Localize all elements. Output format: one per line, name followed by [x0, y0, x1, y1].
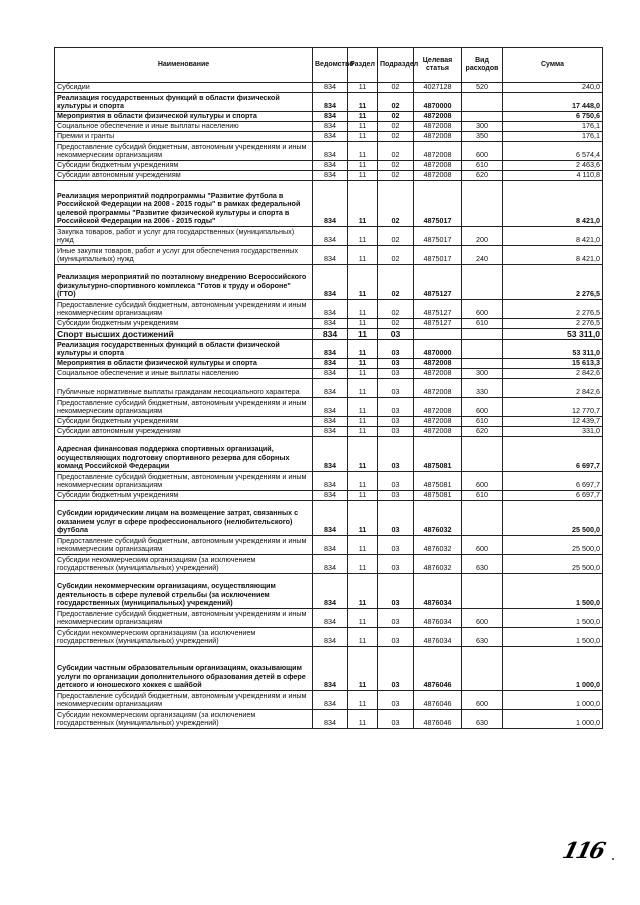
row-razdel-cell: 11	[348, 340, 378, 359]
row-vid-raskhodov-cell	[462, 112, 503, 122]
row-summa-cell: 4 110,8	[503, 171, 603, 181]
row-summa-cell: 6 697,7	[503, 491, 603, 501]
row-podrazdel-cell: 03	[378, 647, 414, 691]
row-summa-cell: 2 276,5	[503, 300, 603, 319]
row-vedomstvo-cell: 834	[313, 132, 348, 142]
row-vid-raskhodov-cell: 600	[462, 691, 503, 710]
table-row	[55, 319, 603, 329]
row-podrazdel-cell: 02	[378, 132, 414, 142]
row-celevaya-statya-cell: 4872008	[414, 379, 462, 398]
row-name-cell: Субсидии бюджетным учреждениям	[55, 491, 313, 501]
row-podrazdel-cell: 02	[378, 246, 414, 265]
row-podrazdel-cell: 02	[378, 93, 414, 112]
row-vid-raskhodov-cell: 600	[462, 472, 503, 491]
row-razdel-cell: 11	[348, 227, 378, 246]
row-vid-raskhodov-cell: 300	[462, 122, 503, 132]
row-podrazdel-cell: 03	[378, 491, 414, 501]
table-row	[55, 227, 603, 246]
row-razdel-cell: 11	[348, 161, 378, 171]
row-podrazdel-cell: 02	[378, 112, 414, 122]
row-celevaya-statya-cell: 4872008	[414, 427, 462, 437]
row-vid-raskhodov-cell	[462, 359, 503, 369]
row-vid-raskhodov-cell: 300	[462, 369, 503, 379]
row-summa-cell: 6 697,7	[503, 472, 603, 491]
row-vedomstvo-cell: 834	[313, 171, 348, 181]
row-razdel-cell: 11	[348, 359, 378, 369]
row-vid-raskhodov-cell: 610	[462, 491, 503, 501]
row-name-cell: Иные закупки товаров, работ и услуг для обеспечения государственных (муниципальных) нужд	[55, 246, 313, 265]
row-celevaya-statya-cell: 4872008	[414, 417, 462, 427]
table-row	[55, 300, 603, 319]
row-name-cell: Субсидии бюджетным учреждениям	[55, 161, 313, 171]
row-name-cell: Предоставление субсидий бюджетным, автономным учреждениям и иным некоммерческим организациям	[55, 300, 313, 319]
row-vedomstvo-cell: 834	[313, 628, 348, 647]
row-razdel-cell: 11	[348, 132, 378, 142]
row-vid-raskhodov-cell: 610	[462, 417, 503, 427]
row-celevaya-statya-cell: 4875127	[414, 300, 462, 319]
row-podrazdel-cell: 03	[378, 609, 414, 628]
row-name-cell: Предоставление субсидий бюджетным, автономным учреждениям и иным некоммерческим организациям	[55, 398, 313, 417]
row-vid-raskhodov-cell	[462, 340, 503, 359]
table-row	[55, 427, 603, 437]
row-podrazdel-cell: 02	[378, 161, 414, 171]
row-summa-cell: 1 000,0	[503, 647, 603, 691]
row-vid-raskhodov-cell: 630	[462, 710, 503, 729]
table-row	[55, 171, 603, 181]
table-row	[55, 340, 603, 359]
row-razdel-cell: 11	[348, 491, 378, 501]
row-summa-cell: 15 613,3	[503, 359, 603, 369]
row-razdel-cell: 11	[348, 417, 378, 427]
row-podrazdel-cell: 03	[378, 555, 414, 574]
row-summa-cell: 17 448,0	[503, 93, 603, 112]
row-celevaya-statya-cell: 4876034	[414, 609, 462, 628]
row-celevaya-statya-cell: 4872008	[414, 142, 462, 161]
row-vedomstvo-cell: 834	[313, 181, 348, 227]
row-celevaya-statya-cell: 4876046	[414, 710, 462, 729]
row-summa-cell: 1 000,0	[503, 710, 603, 729]
row-razdel-cell: 11	[348, 112, 378, 122]
table-body	[55, 83, 603, 729]
row-summa-cell: 53 311,0	[503, 340, 603, 359]
row-celevaya-statya-cell: 4872008	[414, 171, 462, 181]
row-razdel-cell: 11	[348, 437, 378, 472]
row-summa-cell: 6 750,6	[503, 112, 603, 122]
row-podrazdel-cell: 02	[378, 227, 414, 246]
row-name-cell: Закупка товаров, работ и услуг для государственных (муниципальных) нужд	[55, 227, 313, 246]
row-vid-raskhodov-cell: 600	[462, 536, 503, 555]
row-summa-cell: 2 463,6	[503, 161, 603, 171]
row-vid-raskhodov-cell: 630	[462, 555, 503, 574]
row-celevaya-statya-cell: 4870000	[414, 340, 462, 359]
table-row	[55, 472, 603, 491]
row-name-cell: Субсидии бюджетным учреждениям	[55, 417, 313, 427]
row-celevaya-statya-cell: 4875017	[414, 181, 462, 227]
row-podrazdel-cell: 03	[378, 437, 414, 472]
table-row	[55, 132, 603, 142]
row-celevaya-statya-cell: 4876046	[414, 691, 462, 710]
row-name-cell: Реализация государственных функций в области физической культуры и спорта	[55, 340, 313, 359]
row-vedomstvo-cell: 834	[313, 300, 348, 319]
table-row	[55, 437, 603, 472]
row-celevaya-statya-cell: 4872008	[414, 359, 462, 369]
row-name-cell: Субсидии	[55, 83, 313, 93]
row-celevaya-statya-cell: 4872008	[414, 122, 462, 132]
table-row	[55, 574, 603, 609]
table-row	[55, 359, 603, 369]
row-summa-cell: 25 500,0	[503, 501, 603, 536]
row-celevaya-statya-cell: 4872008	[414, 132, 462, 142]
row-name-cell: Социальное обеспечение и иные выплаты населению	[55, 122, 313, 132]
row-name-cell: Премии и гранты	[55, 132, 313, 142]
row-razdel-cell: 11	[348, 93, 378, 112]
row-podrazdel-cell: 03	[378, 628, 414, 647]
row-summa-cell: 2 276,5	[503, 265, 603, 300]
row-summa-cell: 12 770,7	[503, 398, 603, 417]
row-celevaya-statya-cell: 4876034	[414, 628, 462, 647]
row-celevaya-statya-cell: 4872008	[414, 369, 462, 379]
row-summa-cell: 2 276,5	[503, 319, 603, 329]
row-razdel-cell: 11	[348, 628, 378, 647]
row-podrazdel-cell: 02	[378, 83, 414, 93]
row-vedomstvo-cell: 834	[313, 427, 348, 437]
row-name-cell: Публичные нормативные выплаты гражданам несоциального характера	[55, 379, 313, 398]
row-name-cell: Мероприятия в области физической культуры и спорта	[55, 112, 313, 122]
row-razdel-cell: 11	[348, 171, 378, 181]
row-podrazdel-cell: 03	[378, 359, 414, 369]
row-celevaya-statya-cell: 4876034	[414, 574, 462, 609]
row-podrazdel-cell: 03	[378, 574, 414, 609]
row-podrazdel-cell: 03	[378, 329, 414, 340]
table-header-row	[55, 48, 603, 83]
row-celevaya-statya-cell: 4875127	[414, 265, 462, 300]
header-summa: Сумма	[503, 48, 603, 83]
table-row	[55, 369, 603, 379]
row-podrazdel-cell: 02	[378, 265, 414, 300]
row-razdel-cell: 11	[348, 472, 378, 491]
row-celevaya-statya-cell: 4875081	[414, 472, 462, 491]
row-celevaya-statya-cell: 4872008	[414, 398, 462, 417]
row-vedomstvo-cell: 834	[313, 329, 348, 340]
row-summa-cell: 6 574,4	[503, 142, 603, 161]
row-name-cell: Субсидии бюджетным учреждениям	[55, 319, 313, 329]
row-celevaya-statya-cell: 4876032	[414, 555, 462, 574]
row-vedomstvo-cell: 834	[313, 417, 348, 427]
row-razdel-cell: 11	[348, 379, 378, 398]
row-vid-raskhodov-cell	[462, 647, 503, 691]
row-podrazdel-cell: 03	[378, 398, 414, 417]
row-vedomstvo-cell: 834	[313, 437, 348, 472]
row-celevaya-statya-cell: 4875127	[414, 319, 462, 329]
row-vedomstvo-cell: 834	[313, 472, 348, 491]
table-row	[55, 501, 603, 536]
row-name-cell: Предоставление субсидий бюджетным, автономным учреждениям и иным некоммерческим организациям	[55, 142, 313, 161]
table-row	[55, 246, 603, 265]
row-celevaya-statya-cell: 4872008	[414, 161, 462, 171]
row-vid-raskhodov-cell	[462, 437, 503, 472]
row-summa-cell: 25 500,0	[503, 555, 603, 574]
row-vid-raskhodov-cell	[462, 181, 503, 227]
table-row	[55, 417, 603, 427]
row-vid-raskhodov-cell	[462, 329, 503, 340]
row-razdel-cell: 11	[348, 265, 378, 300]
row-podrazdel-cell: 02	[378, 122, 414, 132]
row-podrazdel-cell: 03	[378, 379, 414, 398]
row-razdel-cell: 11	[348, 398, 378, 417]
row-vedomstvo-cell: 834	[313, 369, 348, 379]
row-vedomstvo-cell: 834	[313, 609, 348, 628]
row-summa-cell: 1 000,0	[503, 691, 603, 710]
row-vid-raskhodov-cell: 630	[462, 628, 503, 647]
row-name-cell: Реализация государственных функций в области физической культуры и спорта	[55, 93, 313, 112]
row-vedomstvo-cell: 834	[313, 161, 348, 171]
table-row	[55, 536, 603, 555]
row-summa-cell: 2 842,6	[503, 369, 603, 379]
row-name-cell: Реализация мероприятий подпрограммы "Развитие футбола в Российской Федерации на 2008 - 2015 годы" в рамках федеральной целевой программы "Развитие физической культуры и спорта в Российской Федерации на 2006 - 2015 годы"	[55, 181, 313, 227]
row-name-cell: Субсидии некоммерческим организациям (за исключением государственных (муниципальных) учреждений)	[55, 710, 313, 729]
row-podrazdel-cell: 03	[378, 536, 414, 555]
row-summa-cell: 1 500,0	[503, 574, 603, 609]
row-razdel-cell: 11	[348, 691, 378, 710]
row-summa-cell: 176,1	[503, 132, 603, 142]
row-summa-cell: 8 421,0	[503, 181, 603, 227]
row-podrazdel-cell: 02	[378, 319, 414, 329]
row-razdel-cell: 11	[348, 609, 378, 628]
table-row	[55, 265, 603, 300]
row-name-cell: Предоставление субсидий бюджетным, автономным учреждениям и иным некоммерческим организациям	[55, 536, 313, 555]
row-vedomstvo-cell: 834	[313, 112, 348, 122]
row-name-cell: Субсидии юридическим лицам на возмещение затрат, связанных с оказанием услуг в сфере профессионального (нелюбительского) футбола	[55, 501, 313, 536]
row-vedomstvo-cell: 834	[313, 319, 348, 329]
row-vedomstvo-cell: 834	[313, 83, 348, 93]
row-summa-cell: 1 500,0	[503, 609, 603, 628]
row-vid-raskhodov-cell: 620	[462, 427, 503, 437]
row-podrazdel-cell: 03	[378, 369, 414, 379]
row-vedomstvo-cell: 834	[313, 122, 348, 132]
table-row	[55, 161, 603, 171]
table-row	[55, 628, 603, 647]
budget-table	[54, 47, 603, 729]
row-razdel-cell: 11	[348, 647, 378, 691]
table-row	[55, 710, 603, 729]
row-vid-raskhodov-cell: 330	[462, 379, 503, 398]
row-vid-raskhodov-cell: 520	[462, 83, 503, 93]
row-vedomstvo-cell: 834	[313, 340, 348, 359]
row-vid-raskhodov-cell: 610	[462, 319, 503, 329]
table-row	[55, 181, 603, 227]
row-vedomstvo-cell: 834	[313, 574, 348, 609]
row-razdel-cell: 11	[348, 710, 378, 729]
row-name-cell: Реализация мероприятий по поэтапному внедрению Всероссийского физкультурно-спортивного комплекса "Готов к труду и обороне" (ГТО)	[55, 265, 313, 300]
table-row	[55, 112, 603, 122]
page-number-handwritten: 116	[559, 838, 607, 864]
row-vid-raskhodov-cell: 610	[462, 161, 503, 171]
row-celevaya-statya-cell: 4876046	[414, 647, 462, 691]
row-vedomstvo-cell: 834	[313, 710, 348, 729]
row-vid-raskhodov-cell: 600	[462, 300, 503, 319]
row-summa-cell: 25 500,0	[503, 536, 603, 555]
header-vid-raskhodov: Вид расходов	[462, 48, 503, 83]
row-razdel-cell: 11	[348, 181, 378, 227]
row-vedomstvo-cell: 834	[313, 142, 348, 161]
row-podrazdel-cell: 03	[378, 340, 414, 359]
header-celevaya-statya: Целевая статья	[414, 48, 462, 83]
row-razdel-cell: 11	[348, 122, 378, 132]
row-vedomstvo-cell: 834	[313, 398, 348, 417]
row-summa-cell: 8 421,0	[503, 246, 603, 265]
row-razdel-cell: 11	[348, 574, 378, 609]
row-vid-raskhodov-cell	[462, 265, 503, 300]
row-podrazdel-cell: 02	[378, 300, 414, 319]
header-vedomstvo: Ведомство	[313, 48, 348, 83]
row-summa-cell: 12 439,7	[503, 417, 603, 427]
row-vid-raskhodov-cell: 240	[462, 246, 503, 265]
row-vedomstvo-cell: 834	[313, 501, 348, 536]
row-celevaya-statya-cell: 4876032	[414, 536, 462, 555]
table-row	[55, 398, 603, 417]
row-vedomstvo-cell: 834	[313, 359, 348, 369]
row-razdel-cell: 11	[348, 369, 378, 379]
row-name-cell: Адресная финансовая поддержка спортивных организаций, осуществляющих подготовку спортивного резерва для сборных команд Российской Федерации	[55, 437, 313, 472]
row-celevaya-statya-cell: 4870000	[414, 93, 462, 112]
row-razdel-cell: 11	[348, 536, 378, 555]
table-row	[55, 555, 603, 574]
row-vedomstvo-cell: 834	[313, 93, 348, 112]
row-vid-raskhodov-cell	[462, 501, 503, 536]
header-podrazdel: Подраздел	[378, 48, 414, 83]
row-podrazdel-cell: 03	[378, 501, 414, 536]
row-vedomstvo-cell: 834	[313, 227, 348, 246]
row-razdel-cell: 11	[348, 319, 378, 329]
table-row	[55, 83, 603, 93]
table-row	[55, 379, 603, 398]
row-vid-raskhodov-cell: 620	[462, 171, 503, 181]
row-vid-raskhodov-cell: 600	[462, 609, 503, 628]
row-razdel-cell: 11	[348, 555, 378, 574]
row-vedomstvo-cell: 834	[313, 379, 348, 398]
row-name-cell: Субсидии некоммерческим организациям (за исключением государственных (муниципальных) учреждений)	[55, 628, 313, 647]
row-summa-cell: 2 842,6	[503, 379, 603, 398]
row-name-cell: Мероприятия в области физической культуры и спорта	[55, 359, 313, 369]
row-vid-raskhodov-cell	[462, 574, 503, 609]
row-podrazdel-cell: 02	[378, 171, 414, 181]
row-name-cell: Социальное обеспечение и иные выплаты населению	[55, 369, 313, 379]
row-vid-raskhodov-cell: 600	[462, 142, 503, 161]
row-name-cell: Предоставление субсидий бюджетным, автономным учреждениям и иным некоммерческим организациям	[55, 609, 313, 628]
row-celevaya-statya-cell: 4875017	[414, 227, 462, 246]
row-razdel-cell: 11	[348, 83, 378, 93]
table-row	[55, 122, 603, 132]
row-vedomstvo-cell: 834	[313, 536, 348, 555]
row-razdel-cell: 11	[348, 246, 378, 265]
header-razdel: Раздел	[348, 48, 378, 83]
row-summa-cell: 331,0	[503, 427, 603, 437]
row-vedomstvo-cell: 834	[313, 265, 348, 300]
row-vedomstvo-cell: 834	[313, 555, 348, 574]
row-celevaya-statya-cell	[414, 329, 462, 340]
row-summa-cell: 1 500,0	[503, 628, 603, 647]
row-summa-cell: 240,0	[503, 83, 603, 93]
row-summa-cell: 53 311,0	[503, 329, 603, 340]
row-celevaya-statya-cell: 4875017	[414, 246, 462, 265]
table-row	[55, 93, 603, 112]
row-razdel-cell: 11	[348, 142, 378, 161]
row-name-cell: Субсидии некоммерческим организациям (за исключением государственных (муниципальных) учреждений)	[55, 555, 313, 574]
row-name-cell: Спорт высших достижений	[55, 329, 313, 340]
row-vedomstvo-cell: 834	[313, 647, 348, 691]
row-podrazdel-cell: 03	[378, 427, 414, 437]
row-summa-cell: 6 697,7	[503, 437, 603, 472]
row-name-cell: Субсидии некоммерческим организациям, осуществляющим деятельность в сфере пулевой стрельбы (за исключением государственных (муниципальных) учреждений)	[55, 574, 313, 609]
row-razdel-cell: 11	[348, 501, 378, 536]
table-row	[55, 142, 603, 161]
row-summa-cell: 8 421,0	[503, 227, 603, 246]
table-row	[55, 609, 603, 628]
row-vedomstvo-cell: 834	[313, 246, 348, 265]
row-celevaya-statya-cell: 4876032	[414, 501, 462, 536]
row-celevaya-statya-cell: 4875081	[414, 491, 462, 501]
row-podrazdel-cell: 02	[378, 142, 414, 161]
row-podrazdel-cell: 03	[378, 691, 414, 710]
header-name: Наименование	[55, 48, 313, 83]
row-vid-raskhodov-cell: 350	[462, 132, 503, 142]
row-podrazdel-cell: 02	[378, 181, 414, 227]
row-vedomstvo-cell: 834	[313, 691, 348, 710]
row-celevaya-statya-cell: 4875081	[414, 437, 462, 472]
table-row	[55, 329, 603, 340]
row-razdel-cell: 11	[348, 427, 378, 437]
table-row	[55, 491, 603, 501]
budget-table-container	[54, 47, 602, 729]
row-name-cell: Субсидии автономным учреждениям	[55, 171, 313, 181]
row-summa-cell: 176,1	[503, 122, 603, 132]
scan-speck	[612, 858, 614, 860]
row-vid-raskhodov-cell	[462, 93, 503, 112]
row-razdel-cell: 11	[348, 300, 378, 319]
row-name-cell: Предоставление субсидий бюджетным, автономным учреждениям и иным некоммерческим организациям	[55, 472, 313, 491]
row-podrazdel-cell: 03	[378, 710, 414, 729]
row-vedomstvo-cell: 834	[313, 491, 348, 501]
row-vid-raskhodov-cell: 200	[462, 227, 503, 246]
table-row	[55, 647, 603, 691]
row-podrazdel-cell: 03	[378, 472, 414, 491]
row-celevaya-statya-cell: 4027128	[414, 83, 462, 93]
row-celevaya-statya-cell: 4872008	[414, 112, 462, 122]
row-podrazdel-cell: 03	[378, 417, 414, 427]
row-name-cell: Субсидии частным образовательным организациям, оказывающим услуги по организации дополнительного образования детей в сфере детского и юношеского хоккея с шайбой	[55, 647, 313, 691]
row-razdel-cell: 11	[348, 329, 378, 340]
row-vid-raskhodov-cell: 600	[462, 398, 503, 417]
row-name-cell: Предоставление субсидий бюджетным, автономным учреждениям и иным некоммерческим организациям	[55, 691, 313, 710]
table-row	[55, 691, 603, 710]
row-name-cell: Субсидии автономным учреждениям	[55, 427, 313, 437]
